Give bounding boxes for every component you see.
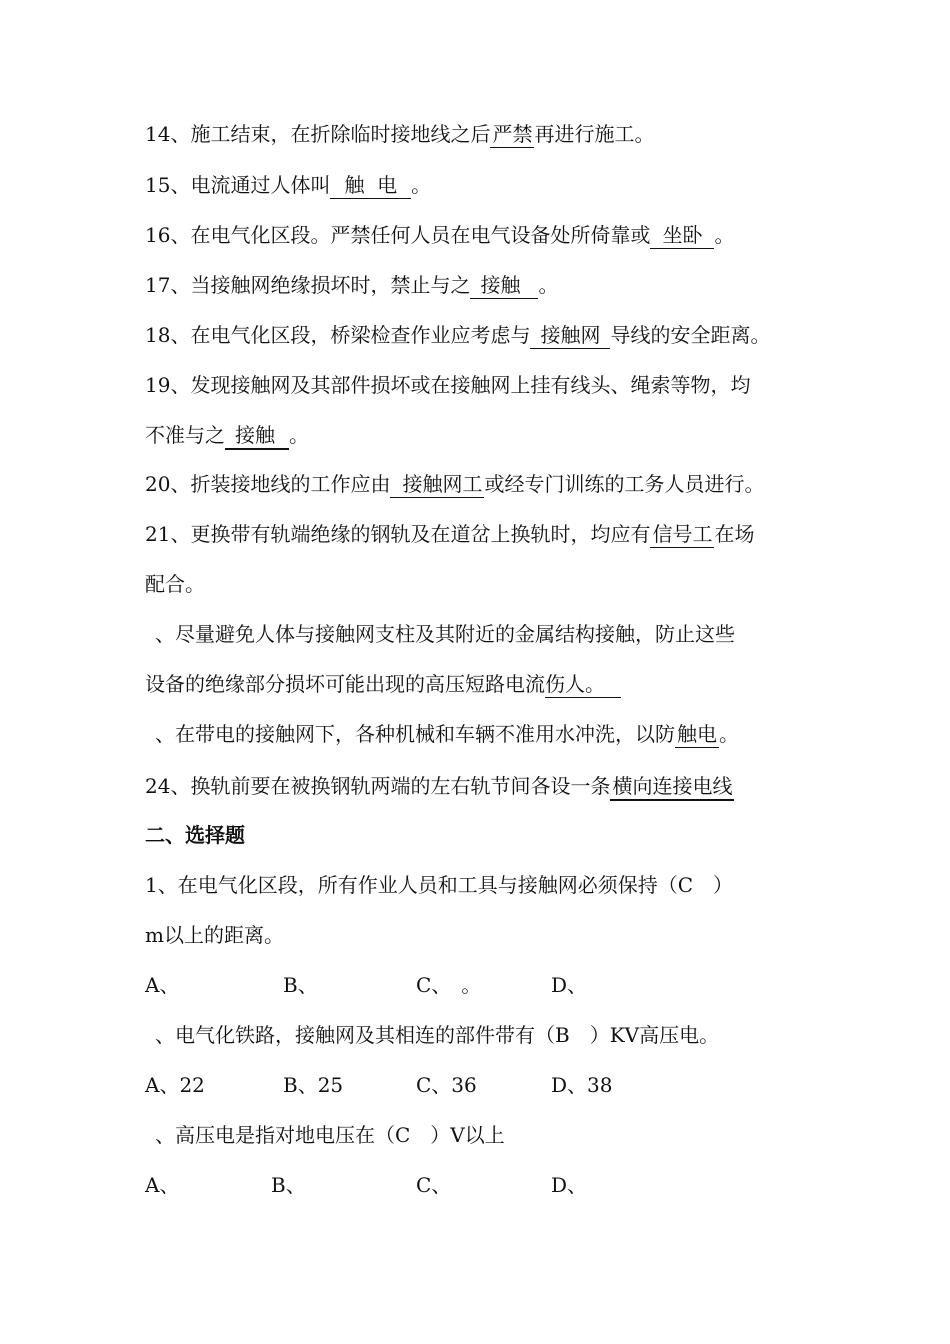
- question-text: 或经专门训练的工务人员进行。: [484, 472, 765, 496]
- question-text: 、尽量避免人体与接触网支柱及其附近的金属结构接触，防止这些: [155, 622, 735, 646]
- option-c: C、 。: [416, 973, 482, 997]
- question-text: 配合。: [145, 572, 205, 596]
- answer-blank: 接触: [470, 272, 538, 299]
- answer-blank: 严禁: [492, 122, 533, 146]
- option-b: B、: [283, 973, 318, 997]
- option-c: C、36: [416, 1073, 477, 1097]
- question-text: 。: [289, 423, 309, 447]
- option-d: D、38: [551, 1073, 613, 1097]
- option-c: C、: [416, 1173, 452, 1197]
- option-d: D、: [551, 1173, 588, 1197]
- question-text: 导线的安全距离。: [610, 323, 771, 347]
- question-text: 在场: [714, 522, 755, 546]
- answer-blank: 触 电: [330, 172, 411, 199]
- fill-item-20: [145, 470, 764, 498]
- question-text: 。: [719, 722, 739, 746]
- question-text: 。: [538, 273, 559, 297]
- option-a: A、22: [145, 1073, 205, 1097]
- answer-blank: 接触网: [530, 322, 610, 349]
- option-a: A、: [145, 973, 180, 997]
- question-text: 设备的绝缘部分损坏可能出现的高压短路电流: [145, 672, 545, 696]
- fill-item-24: [145, 772, 734, 800]
- answer-blank: 横向连接电线: [610, 773, 734, 801]
- answer-blank: 伤人。: [545, 671, 621, 698]
- question-text: 。: [411, 173, 432, 197]
- fill-item-14: [145, 120, 654, 148]
- fill-item-23: [155, 720, 739, 748]
- option-a: A、: [145, 1173, 180, 1197]
- question-text: 21、更换带有轨端绝缘的钢轨及在道岔上换轨时，均应有: [145, 522, 651, 546]
- question-text: 18、在电气化区段，桥梁检查作业应考虑与: [145, 323, 531, 347]
- question-text: 19、发现接触网及其部件损坏或在接触网上挂有线头、绳索等物，均: [145, 373, 751, 397]
- answer-blank: 信号工: [652, 522, 713, 546]
- fill-item-18: [145, 321, 770, 349]
- answer-blank: 接触网工: [390, 471, 484, 498]
- section-title: 二、选择题: [145, 823, 245, 847]
- mc-options-3: [145, 1171, 845, 1199]
- fill-item-17: [145, 271, 558, 299]
- question-text: 14、施工结束，在折除临时接地线之后: [145, 122, 491, 146]
- fill-item-19-cont: [145, 421, 309, 449]
- mc-options-1: [145, 971, 845, 999]
- question-text: 15、电流通过人体叫: [145, 173, 331, 197]
- question-text: 不准与之: [145, 423, 225, 447]
- fill-item-21-cont: [145, 570, 205, 598]
- option-b: B、: [271, 1173, 306, 1197]
- question-text: 20、折装接地线的工作应由: [145, 472, 391, 496]
- mc-question-2: 、电气化铁路，接触网及其相连的部件带有（B ）KV高压电。: [155, 1023, 720, 1047]
- question-text: 、在带电的接触网下，各种机械和车辆不准用水冲洗，以防: [155, 722, 675, 746]
- fill-item-16: [145, 221, 734, 249]
- option-d: D、: [551, 973, 588, 997]
- question-text: 17、当接触网绝缘损坏时，禁止与之: [145, 273, 471, 297]
- mc-question-1-cont: m以上的距离。: [145, 923, 284, 947]
- mc-question-1: 1、在电气化区段，所有作业人员和工具与接触网必须保持（C ）: [145, 873, 734, 897]
- option-b: B、25: [283, 1073, 344, 1097]
- fill-item-15: [145, 171, 431, 199]
- question-text: 16、在电气化区段。严禁任何人员在电气设备处所倚靠或: [145, 223, 651, 247]
- question-text: 24、换轨前要在被换钢轨两端的左右轨节间各设一条: [145, 774, 611, 798]
- question-text: 再进行施工。: [534, 122, 655, 146]
- question-text: 。: [714, 223, 735, 247]
- answer-blank: 接触: [225, 422, 289, 450]
- fill-item-21: [145, 520, 754, 548]
- fill-item-19: [145, 371, 750, 399]
- fill-item-22-cont: [145, 670, 621, 698]
- fill-item-22: [155, 620, 735, 648]
- answer-blank: 坐卧: [650, 222, 714, 249]
- mc-options-2: [145, 1071, 845, 1099]
- mc-question-3: 、高压电是指对地电压在（C ）V以上: [155, 1123, 505, 1147]
- answer-blank: 触电: [677, 722, 717, 746]
